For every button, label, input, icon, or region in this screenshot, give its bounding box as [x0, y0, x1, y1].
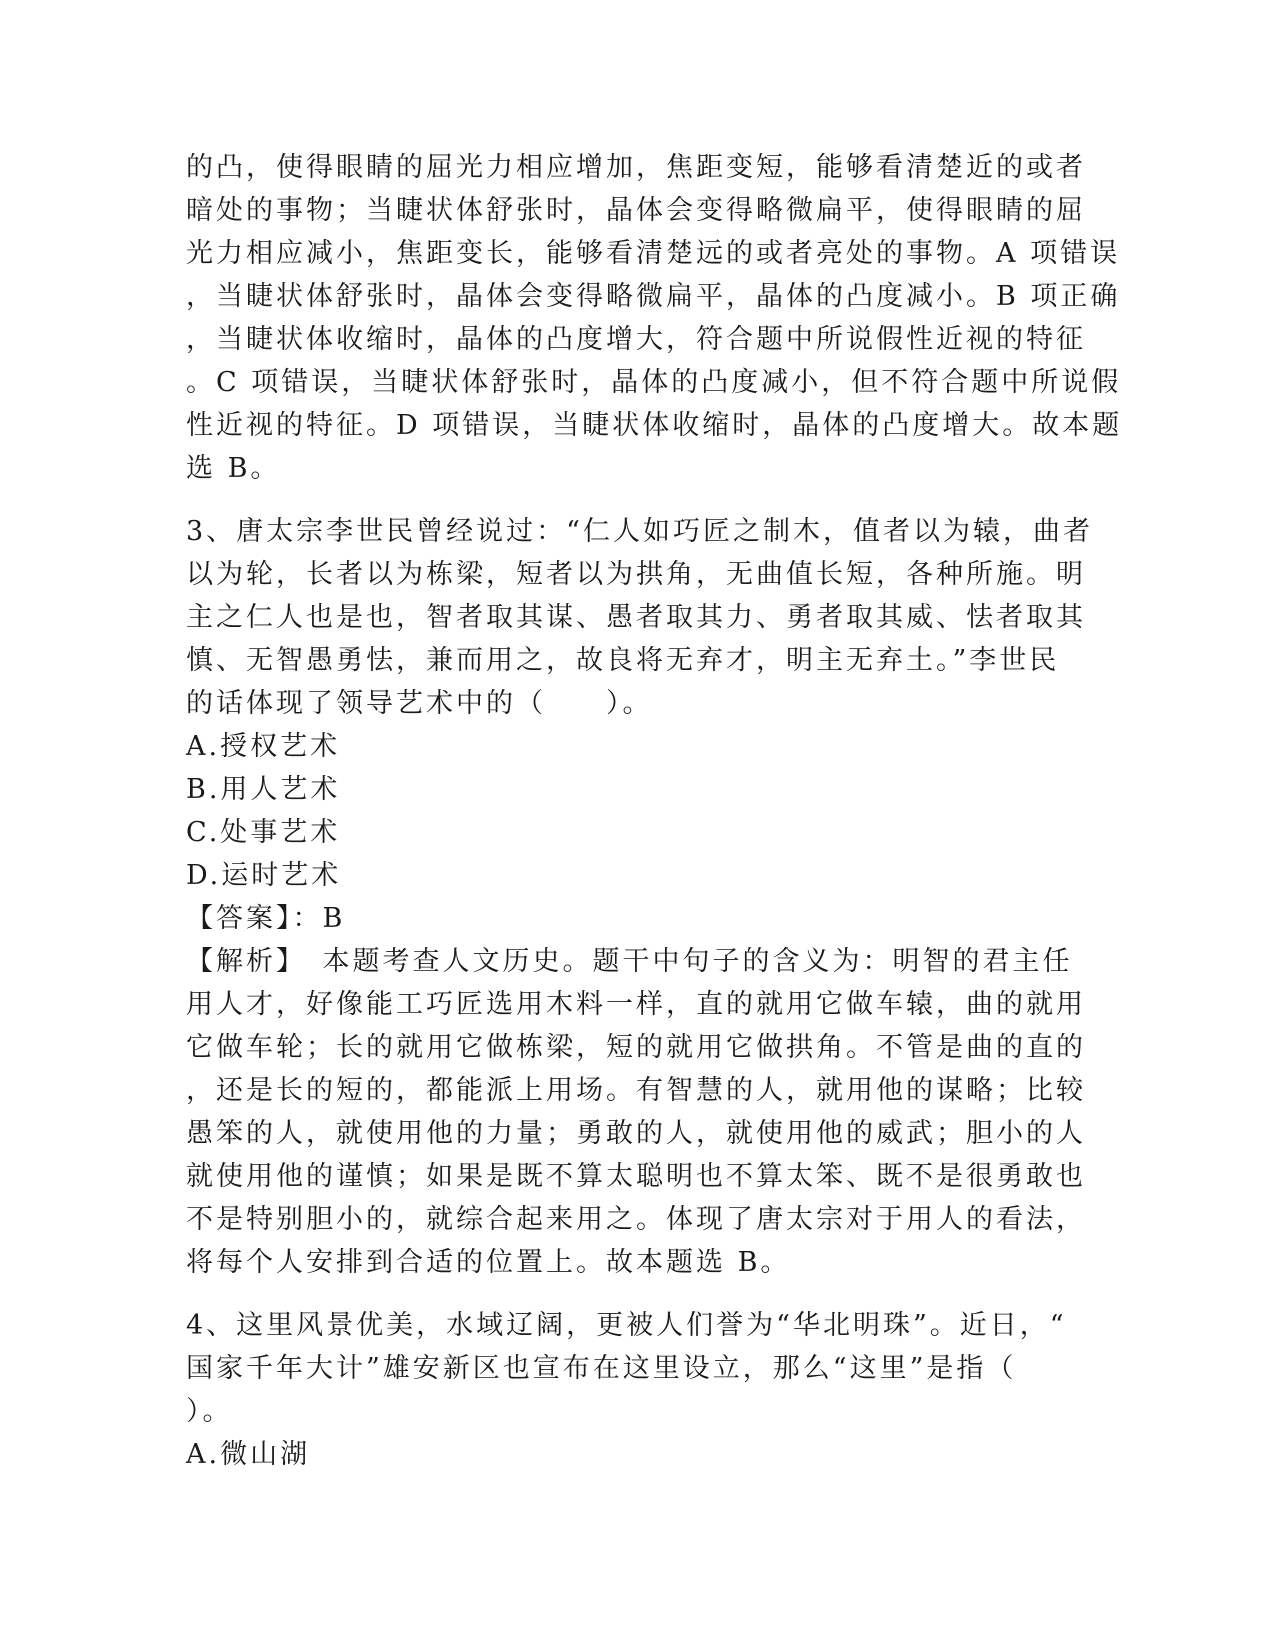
text-line: 慎、无智愚勇怯，兼而用之，故良将无弃才，明主无弃土。”李世民 — [186, 645, 1060, 676]
text-line: 的凸，使得眼睛的屈光力相应增加，焦距变短，能够看清楚近的或者 — [186, 152, 1086, 183]
text-line: 。C 项错误，当睫状体舒张时，晶体的凸度减小，但不符合题中所说假 — [186, 367, 1122, 398]
question-stem — [186, 510, 1093, 725]
text-line: 4、这里风景优美，水域辽阔，更被人们誉为“华北明珠”。近日，“ — [186, 1310, 1067, 1341]
text-line: 的话体现了领导艺术中的（ ）。 — [186, 688, 653, 719]
text-line: 国家千年大计”雄安新区也宣布在这里设立，那么“这里”是指（ — [186, 1353, 1017, 1384]
text-line: 就使用他的谨慎；如果是既不算太聪明也不算太笨、既不是很勇敢也 — [186, 1161, 1086, 1192]
text-line: ，还是长的短的，都能派上用场。有智慧的人，就用他的谋略；比较 — [186, 1075, 1086, 1106]
text-line: 它做车轮；长的就用它做栋梁，短的就用它做拱角。不管是曲的直的 — [186, 1032, 1086, 1063]
q2-explanation-tail — [186, 146, 1123, 490]
text-line: 3、唐太宗李世民曾经说过：“仁人如巧匠之制木，值者以为辕，曲者 — [186, 516, 1093, 547]
question-options — [186, 725, 1086, 897]
text-line: ，当睫状体舒张时，晶体会变得略微扁平，晶体的凸度减小。B 项正确 — [186, 281, 1121, 312]
question-stem — [186, 1304, 1086, 1433]
option-d: D.运时艺术 — [186, 860, 342, 891]
document-page — [186, 146, 1123, 1476]
question-4 — [186, 1304, 1086, 1476]
option-b: B.用人艺术 — [186, 774, 341, 805]
option-a: A.授权艺术 — [186, 731, 341, 762]
explanation — [186, 940, 1086, 1284]
text-line: 愚笨的人，就使用他的力量；勇敢的人，就使用他的威武；胆小的人 — [186, 1118, 1086, 1149]
text-line: 用人才，好像能工巧匠选用木料一样，直的就用它做车辕，曲的就用 — [186, 989, 1086, 1020]
option-c: C.处事艺术 — [186, 817, 341, 848]
option-a: A.微山湖 — [186, 1439, 311, 1470]
text-line: 主之仁人也是也，智者取其谋、愚者取其力、勇者取其威、怯者取其 — [186, 602, 1086, 633]
question-3 — [186, 510, 1093, 1284]
text-line: 将每个人安排到合适的位置上。故本题选 B。 — [186, 1247, 791, 1278]
text-line: 【解析】 本题考查人文历史。题干中句子的含义为：明智的君主任 — [186, 946, 1073, 977]
text-line: 以为轮，长者以为栋梁，短者以为拱角，无曲值长短，各种所施。明 — [186, 559, 1086, 590]
text-line: 性近视的特征。D 项错误，当睫状体收缩时，晶体的凸度增大。故本题 — [186, 410, 1123, 441]
text-line: 光力相应减小，焦距变长，能够看清楚远的或者亮处的事物。A 项错误 — [186, 238, 1121, 269]
text-line: 不是特别胆小的，就综合起来用之。体现了唐太宗对于用人的看法， — [186, 1204, 1086, 1235]
answer-line: 【答案】：B — [186, 903, 346, 934]
text-line: ）。 — [186, 1396, 233, 1427]
question-options — [186, 1433, 1086, 1476]
text-line: 暗处的事物；当睫状体舒张时，晶体会变得略微扁平，使得眼睛的屈 — [186, 195, 1086, 226]
text-line: 选 B。 — [186, 453, 281, 484]
text-line: ，当睫状体收缩时，晶体的凸度增大，符合题中所说假性近视的特征 — [186, 324, 1086, 355]
